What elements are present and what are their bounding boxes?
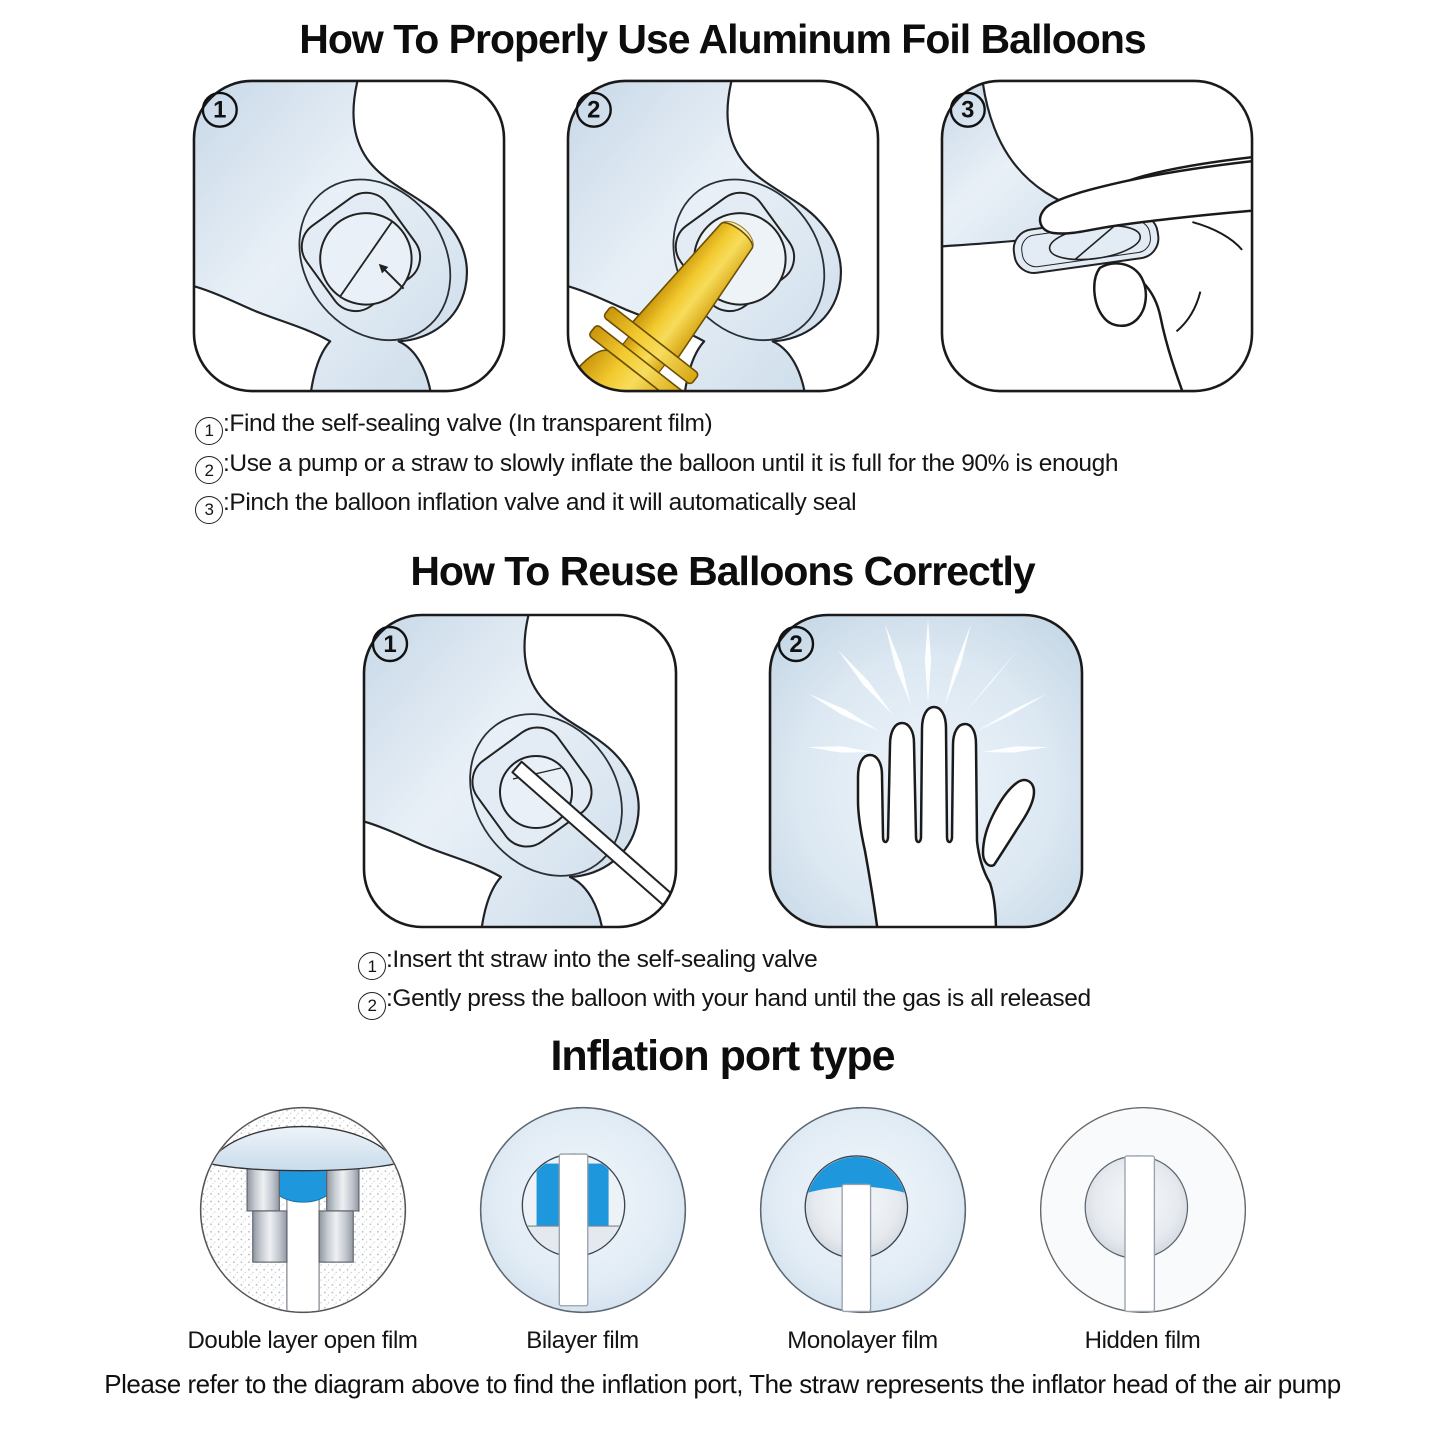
- section1-steps: [195, 405, 1445, 524]
- port-double-layer-open-film: [187, 1101, 418, 1355]
- straw-icon: [842, 1184, 870, 1311]
- step-text: :Find the self-sealing valve (In transparent film): [223, 410, 713, 437]
- svg-text:1: 1: [212, 96, 226, 124]
- step-number-badge: 2: [358, 992, 386, 1020]
- step-line: [195, 405, 1445, 445]
- hidden-film-diagram: [1034, 1101, 1252, 1319]
- step-number-badge: 3: [195, 496, 223, 524]
- straw-icon: [559, 1154, 587, 1306]
- svg-text:2: 2: [788, 630, 803, 658]
- panel-press-hand: [766, 611, 1086, 931]
- port-label: Bilayer film: [526, 1326, 639, 1354]
- inflation-port-types: [0, 1101, 1445, 1355]
- bilayer-film-diagram: [474, 1101, 692, 1319]
- svg-text:2: 2: [586, 96, 600, 124]
- press-hand-illustration: [770, 615, 1082, 931]
- step-text: :Pinch the balloon inflation valve and it will automatically seal: [223, 489, 857, 516]
- panel-insert-straw: [360, 611, 680, 931]
- balloon-pump-illustration: [564, 77, 855, 395]
- blue-film: [585, 1163, 608, 1226]
- panel-find-valve: [190, 77, 508, 395]
- footer-note: Please refer to the diagram above to find the inflation port, The straw represents the inflator head of the air pump: [104, 1368, 1341, 1399]
- svg-text:3: 3: [960, 96, 974, 124]
- port-label: Monolayer film: [787, 1326, 938, 1354]
- balloon-straw-illustration: [360, 611, 680, 931]
- step-number-badge: 1: [195, 417, 223, 445]
- step-line: [358, 980, 1445, 1020]
- step-text: :Insert tht straw into the self-sealing valve: [386, 945, 818, 973]
- straw-icon: [286, 1193, 318, 1312]
- port-label: Double layer open film: [187, 1326, 418, 1354]
- step-line: [195, 484, 1445, 524]
- step-number-badge: 1: [358, 952, 386, 980]
- straw-icon: [1124, 1155, 1153, 1310]
- port-label: Hidden film: [1084, 1326, 1201, 1354]
- port-hidden-film: [1034, 1101, 1252, 1355]
- balloon-corner-illustration: [190, 77, 481, 395]
- monolayer-film-diagram: [754, 1101, 972, 1319]
- section3-title: Inflation port type: [550, 1031, 895, 1080]
- section2-steps: [358, 941, 1445, 1020]
- double-layer-open-film-diagram: [194, 1101, 412, 1319]
- section1-title: How To Properly Use Aluminum Foil Balloons: [299, 16, 1146, 62]
- step-text: :Use a pump or a straw to slowly inflate the balloon until it is full for the 90% is enough: [223, 449, 1119, 477]
- section1-panels: [0, 77, 1445, 395]
- section2-panels: [0, 611, 1445, 931]
- port-bilayer-film: [474, 1101, 692, 1355]
- section2-title: How To Reuse Balloons Correctly: [410, 547, 1035, 594]
- step-text: :Gently press the balloon with your hand until the gas is all released: [386, 985, 1091, 1012]
- panel-pump-inflate: [564, 77, 882, 395]
- panel-pinch-seal: [938, 77, 1256, 395]
- step-number-badge: 2: [195, 456, 223, 484]
- step-line: [358, 941, 1445, 981]
- port-monolayer-film: [754, 1101, 972, 1355]
- blue-film: [536, 1163, 561, 1226]
- pinch-hand-illustration: [938, 77, 1256, 395]
- step-line: [195, 445, 1445, 485]
- fingertip: [1094, 263, 1146, 325]
- svg-text:1: 1: [382, 630, 397, 658]
